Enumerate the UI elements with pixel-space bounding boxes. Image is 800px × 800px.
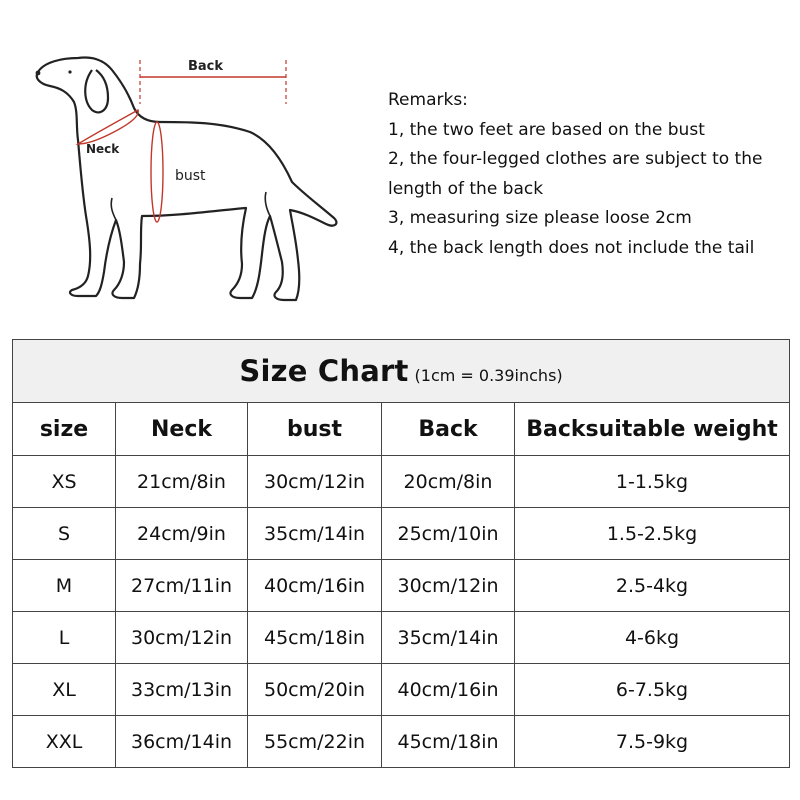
cell-bust: 45cm/18in (248, 612, 382, 664)
cell-neck: 24cm/9in (116, 508, 248, 560)
table-header-row (13, 403, 790, 456)
table-row (13, 716, 790, 768)
cell-neck: 33cm/13in (116, 664, 248, 716)
table-row (13, 456, 790, 508)
header-back: Back (382, 403, 515, 456)
cell-neck: 21cm/8in (116, 456, 248, 508)
table-row (13, 664, 790, 716)
dog-leg-lines (111, 192, 270, 220)
cell-size: XXL (13, 716, 116, 768)
remark-line: 4, the back length does not include the tail (388, 237, 755, 258)
remark-line: 3, measuring size please loose 2cm (388, 208, 692, 228)
remark-line: 1, the two feet are based on the bust (388, 119, 705, 140)
cell-back: 40cm/16in (382, 664, 515, 716)
cell-back: 20cm/8in (382, 456, 515, 508)
remarks-heading: Remarks: (388, 90, 468, 110)
neck-label: Neck (86, 142, 120, 156)
table-row (13, 560, 790, 612)
cell-weight: 2.5-4kg (515, 560, 790, 612)
cell-back: 30cm/12in (382, 560, 515, 612)
size-chart-title-row (13, 340, 790, 403)
cell-neck: 36cm/14in (116, 716, 248, 768)
cell-weight: 7.5-9kg (515, 716, 790, 768)
dog-eye (68, 70, 71, 73)
header-weight: Backsuitable weight (515, 403, 790, 456)
cell-bust: 35cm/14in (248, 508, 382, 560)
cell-size: S (13, 508, 116, 560)
cell-bust: 30cm/12in (248, 456, 382, 508)
header-neck: Neck (116, 403, 248, 456)
cell-bust: 50cm/20in (248, 664, 382, 716)
cell-back: 45cm/18in (382, 716, 515, 768)
cell-bust: 40cm/16in (248, 560, 382, 612)
cell-weight: 4-6kg (515, 612, 790, 664)
cell-size: XS (13, 456, 116, 508)
cell-neck: 27cm/11in (116, 560, 248, 612)
bust-label: bust (175, 168, 206, 184)
back-label: Back (188, 59, 224, 74)
remarks-block (388, 86, 788, 263)
dog-ear-outline (85, 70, 108, 112)
cell-size: M (13, 560, 116, 612)
neck-measure-loop (78, 110, 138, 144)
table-row (13, 612, 790, 664)
cell-size: XL (13, 664, 116, 716)
cell-weight: 6-7.5kg (515, 664, 790, 716)
size-chart-title: Size Chart (239, 354, 409, 388)
cell-back: 35cm/14in (382, 612, 515, 664)
remark-line: length of the back (388, 178, 544, 199)
size-chart-subtitle: (1cm = 0.39inchs) (414, 366, 563, 385)
cell-weight: 1-1.5kg (515, 456, 790, 508)
cell-back: 25cm/10in (382, 508, 515, 560)
remark-line: 2, the four-legged clothes are subject to the (388, 149, 763, 169)
size-chart-title-cell (13, 340, 790, 403)
header-bust: bust (248, 403, 382, 456)
cell-bust: 55cm/22in (248, 716, 382, 768)
cell-neck: 30cm/12in (116, 612, 248, 664)
bust-measure-ellipse (151, 122, 163, 222)
cell-weight: 1.5-2.5kg (515, 508, 790, 560)
header-size: size (13, 403, 116, 456)
cell-size: L (13, 612, 116, 664)
dog-illustration (20, 40, 360, 320)
dog-nose (36, 71, 41, 76)
size-chart-table (12, 339, 790, 768)
table-row (13, 508, 790, 560)
dog-measurement-diagram (20, 40, 360, 320)
